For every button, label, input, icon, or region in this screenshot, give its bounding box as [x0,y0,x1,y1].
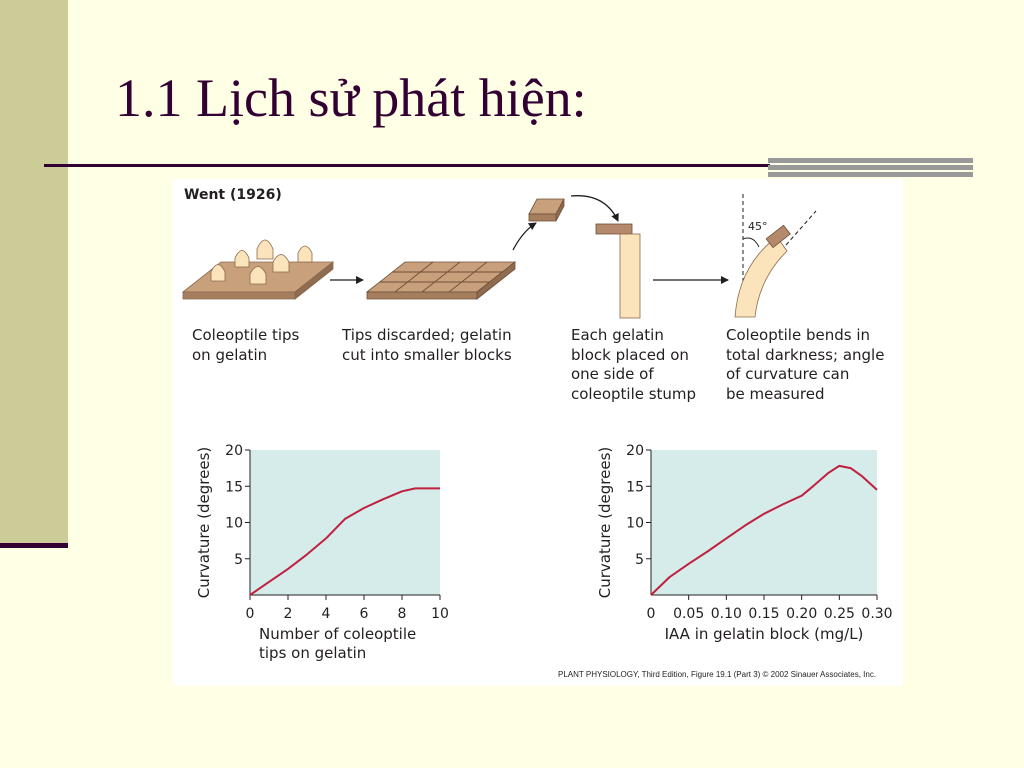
plot-area [250,450,440,595]
gelatin-slab-front [367,292,477,299]
x-tick-label: 0 [245,606,255,622]
arrow-curved [571,196,618,221]
figure-heading: Went (1926) [184,187,282,203]
slide-title: 1.1 Lịch sử phát hiện: [115,68,587,128]
gelatin-block-illustration [529,199,564,221]
figure-credit: PLANT PHYSIOLOGY, Third Edition, Figure 19.1 (Part 3) © 2002 Sinauer Associates, Inc. [558,670,877,679]
coleoptile-tip [257,240,273,259]
y-tick-label: 15 [225,479,243,496]
accent-bar [768,165,973,170]
x-tick-label: 0.30 [861,606,893,622]
went-experiment-figure [173,179,903,686]
angle-arc [743,238,759,247]
x-axis-label: tips on gelatin [259,644,367,662]
cut-gelatin-illustration [367,262,515,299]
plot-area [651,450,877,595]
x-tick-label: 0.10 [710,606,742,622]
x-axis-label: IAA in gelatin block (mg/L) [664,625,864,643]
y-tick-label: 10 [626,515,644,532]
origin-label: 0 [646,606,656,622]
y-tick-label: 10 [225,515,243,532]
accent-bar [768,158,973,163]
coleoptile-tip [235,251,249,268]
coleoptile-stump [620,234,640,318]
x-tick-label: 2 [283,606,293,622]
curvature-vs-iaa-chart [596,443,893,643]
coleoptile-tip [273,255,289,273]
step-caption: Coleoptile bends in total darkness; angle of curvature can be measured [726,326,885,403]
x-tick-label: 0.25 [823,606,855,622]
curvature-vs-tips-chart [195,443,449,662]
gelatin-slab-front [183,292,295,299]
x-tick-label: 0.15 [748,606,780,622]
step-caption: Each gelatin block placed on one side of coleoptile stump [571,326,697,403]
step-caption: Tips discarded; gelatin cut into smaller blocks [342,326,512,364]
y-tick-label: 15 [626,479,644,496]
x-tick-label: 10 [431,606,449,622]
bent-coleoptile [735,237,787,317]
step-caption: Coleoptile tips on gelatin [192,326,300,364]
gelatin-block [596,224,632,234]
x-tick-label: 8 [397,606,407,622]
x-tick-label: 0.20 [786,606,818,622]
accent-bar [768,172,973,177]
x-tick-label: 4 [321,606,331,622]
arrow-curved [513,223,536,250]
title-rule-accent [768,158,973,178]
y-tick-label: 20 [225,443,243,459]
gelatin-slab-with-tips-illustration [183,240,333,299]
bent-coleoptile-illustration [735,194,816,317]
y-tick-label: 5 [234,551,243,568]
title-rule [44,164,770,167]
x-tick-label: 0.05 [673,606,705,622]
y-axis-label: Curvature (degrees) [596,446,614,599]
y-axis-label: Curvature (degrees) [195,446,213,599]
angle-label: 45° [748,220,768,233]
x-axis-label: Number of coleoptile [259,625,417,643]
x-tick-label: 6 [359,606,369,622]
y-tick-label: 5 [635,551,644,568]
slide-sidebar-band [0,0,68,546]
slide-sidebar-line [0,543,68,548]
coleoptile-tip [298,246,312,262]
coleoptile-stump-illustration [596,224,640,318]
y-tick-label: 20 [626,443,644,459]
figure-drawing [173,179,903,686]
